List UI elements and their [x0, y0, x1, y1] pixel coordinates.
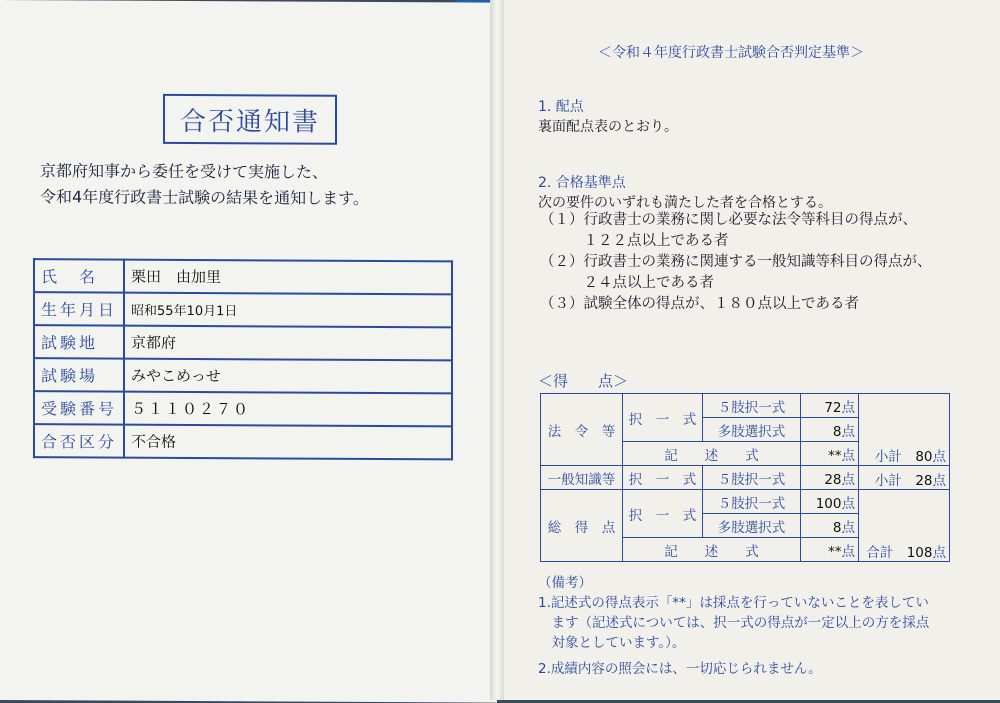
subtotal-cell: 小計 28点 [859, 466, 950, 490]
info-row-result [34, 424, 452, 459]
method-label: 記 述 式 [623, 538, 801, 562]
score-value: 100点 [801, 490, 859, 514]
score-value: **点 [801, 442, 859, 466]
info-value: 栗田 由加里 [124, 260, 452, 295]
score-row [541, 490, 950, 514]
page-fold [490, 0, 504, 700]
info-label: 合否区分 [34, 424, 124, 457]
category-label: 総 得 点 [541, 490, 623, 562]
section-text: 次の要件のいずれも満たした者を合格とする。 [538, 195, 832, 211]
intro-line: 京都府知事から委任を受けて実施した、 [40, 161, 329, 182]
score-heading: ＜得 点＞ [538, 372, 629, 390]
condition-line: （２）行政書士の業務に関連する一般知識等科目の得点が、 [540, 254, 932, 270]
left-page [0, 0, 497, 703]
total-cell: 合計 108点 [859, 490, 950, 562]
document-title: 合否通知書 [163, 94, 337, 145]
remarks-line: （備考） [538, 575, 592, 591]
type-label: ５肢択一式 [703, 466, 801, 490]
info-label: 氏 名 [34, 259, 124, 292]
method-label: 択 一 式 [623, 466, 703, 490]
intro-line: 令和4年度行政書士試験の結果を通知します。 [40, 187, 369, 208]
section-allocation [538, 97, 678, 137]
info-row-exam-region [34, 325, 452, 360]
score-value: 8点 [801, 514, 859, 538]
remarks-line: 対象としています。）。 [538, 635, 686, 651]
criteria-conditions [540, 210, 932, 315]
score-value: 8点 [801, 418, 859, 442]
info-label: 試験地 [34, 325, 124, 358]
info-value: ５１１０２７０ [124, 392, 452, 427]
condition-line: （１）行政書士の業務に関し必要な法令等科目の得点が、 [540, 212, 917, 228]
info-label: 試験場 [34, 358, 124, 391]
section-passing-criteria [538, 173, 832, 213]
remarks-line: 2.成績内容の照会には、一切応じられません。 [538, 661, 822, 677]
section-title: 2. 合格基準点 [538, 175, 626, 191]
info-value: みやこめっせ [124, 359, 452, 394]
info-row-name [34, 259, 452, 294]
condition-line: ２４点以上である者 [540, 275, 714, 291]
score-value: 72点 [801, 394, 859, 418]
method-label: 択 一 式 [623, 394, 703, 442]
info-row-birthdate [34, 292, 452, 327]
subtotal-cell: 小計 80点 [859, 394, 950, 466]
type-label: ５肢択一式 [703, 394, 801, 418]
section-title: 1. 配点 [538, 99, 584, 115]
type-label: 多肢選択式 [703, 514, 801, 538]
score-table [540, 393, 950, 562]
info-label: 生年月日 [34, 292, 124, 325]
remarks-line: 1.記述式の得点表示「**」は採点を行っていないことを表してい [538, 595, 929, 611]
intro-text [40, 158, 369, 212]
applicant-info-table [33, 258, 453, 460]
info-value: 不合格 [124, 425, 452, 460]
type-label: ５肢択一式 [703, 490, 801, 514]
info-value: 昭和55年10月1日 [124, 293, 452, 328]
category-label: 一般知識等 [541, 466, 623, 490]
info-row-exam-venue [34, 358, 452, 393]
criteria-heading: ＜令和４年度行政書士試験合否判定基準＞ [598, 45, 864, 61]
method-label: 択 一 式 [623, 490, 703, 538]
remarks-line: ます（記述式については、択一式の得点が一定以上の方を採点 [538, 615, 930, 631]
score-row [541, 466, 950, 490]
type-label: 多肢選択式 [703, 418, 801, 442]
info-label: 受験番号 [34, 391, 124, 424]
info-row-exam-number [34, 391, 452, 426]
section-text: 裏面配点表のとおり。 [538, 119, 678, 135]
condition-line: （３）試験全体の得点が、１８０点以上である者 [540, 296, 859, 312]
score-row [541, 394, 950, 418]
score-value: **点 [801, 538, 859, 562]
method-label: 記 述 式 [623, 442, 801, 466]
category-label: 法 令 等 [541, 394, 623, 466]
score-value: 28点 [801, 466, 859, 490]
remarks [538, 573, 929, 679]
info-value: 京都府 [124, 326, 452, 361]
condition-line: １２２点以上である者 [540, 233, 729, 249]
